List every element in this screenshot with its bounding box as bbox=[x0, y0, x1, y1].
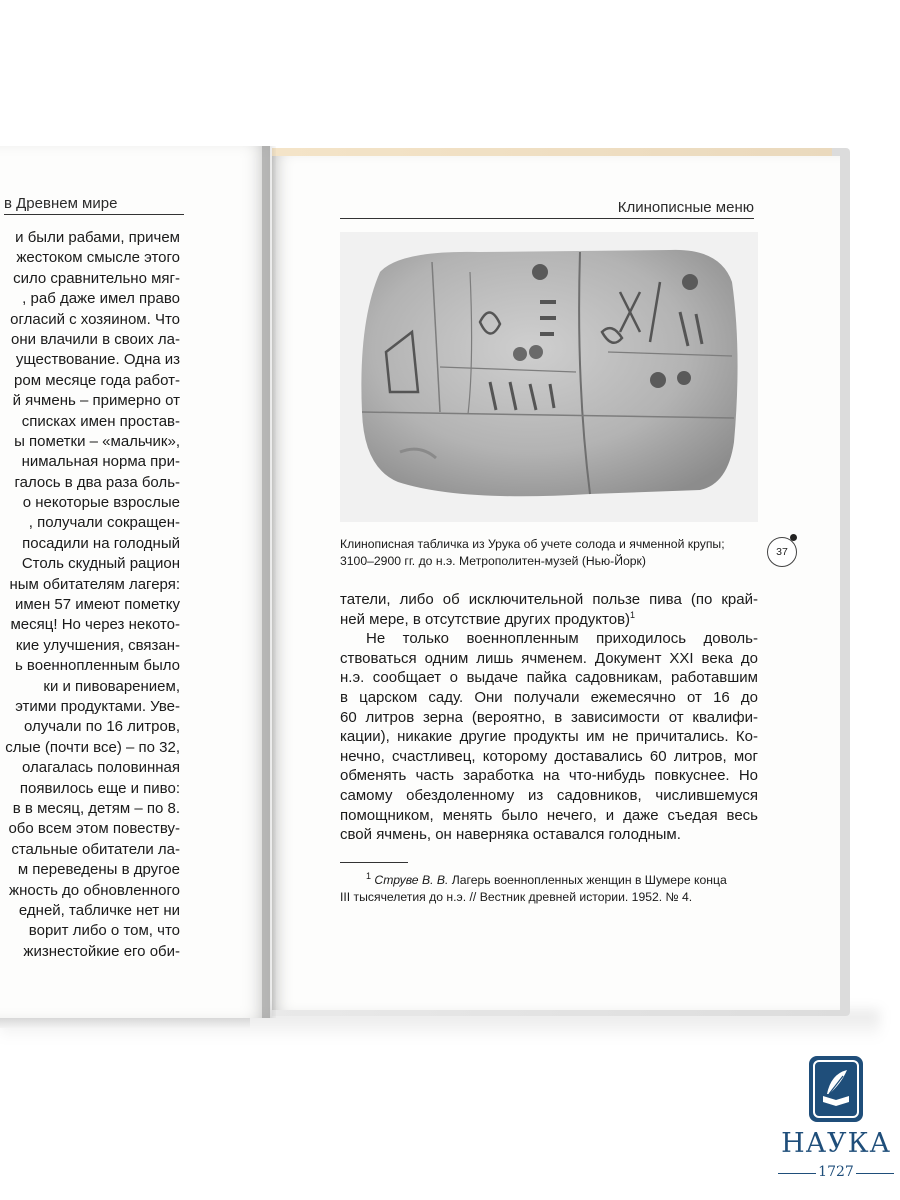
left-text-line: олучали по 16 литров, bbox=[23, 718, 180, 736]
body-text-line bbox=[340, 708, 758, 728]
body-text-line bbox=[340, 688, 758, 708]
left-text-line: жность до обновленного bbox=[9, 881, 180, 899]
body-text-line bbox=[340, 825, 758, 845]
publisher-year: 1727 bbox=[818, 1164, 854, 1180]
caption-line: Клинописная табличка из Урука об учете солода и ячменной крупы; bbox=[340, 537, 725, 551]
figure-caption bbox=[340, 536, 760, 570]
left-text-line: жизнестойкие его оби- bbox=[23, 942, 180, 960]
publisher-name: НАУКА bbox=[781, 1128, 891, 1159]
body-text-span: нечно, счастливец, которому доставались 60 литров, мог bbox=[340, 747, 758, 765]
left-text-line: й ячмень – примерно от bbox=[12, 392, 180, 410]
left-text-line: ным обитателям лагеря: bbox=[9, 575, 180, 593]
footnote-rule bbox=[340, 862, 408, 863]
left-text-line: ром месяце года работ- bbox=[14, 371, 180, 389]
page-number: 37 bbox=[767, 537, 797, 567]
left-running-header: в Древнем мире bbox=[4, 195, 184, 215]
body-text-span: в царском саду. Они получали ежемесячно от 16 до bbox=[340, 688, 758, 706]
left-text-line: олагалась половинная bbox=[22, 759, 180, 777]
logo-rule-right bbox=[856, 1173, 894, 1174]
body-text-line bbox=[340, 806, 758, 826]
left-text-line: появилось еще и пиво: bbox=[19, 779, 180, 797]
caption-line: 3100–2900 гг. до н.э. Метрополитен-музей (Нью-Йорк) bbox=[340, 554, 646, 568]
left-page-text bbox=[0, 228, 180, 962]
body-text-span: кации), никакие другие продукты им не причитались. Ко- bbox=[340, 728, 758, 746]
body-text-line bbox=[340, 766, 758, 786]
left-text-line: о некоторые взрослые bbox=[22, 494, 180, 512]
logo-frame bbox=[813, 1060, 859, 1118]
footnote bbox=[340, 872, 758, 906]
left-text-line: ы пометки – «мальчик», bbox=[14, 432, 180, 450]
footnote-title: Лагерь военнопленных женщин в Шумере конца bbox=[448, 873, 727, 887]
body-text-span: самому обездоленному из садовников, числившемуся bbox=[340, 786, 758, 804]
left-text-line: огласий с хозяином. Что bbox=[10, 310, 180, 328]
body-text-line bbox=[340, 610, 758, 630]
body-text-span: татели, либо об исключительной пользе пива (по край- bbox=[340, 591, 758, 608]
body-text-span: Не только военнопленным приходилось доволь- bbox=[366, 630, 758, 648]
feather-book-icon bbox=[815, 1062, 857, 1116]
footnote-reference: 1 bbox=[630, 609, 636, 620]
body-text-span: обменять часть заработка на что-нибудь повкуснее. Но bbox=[340, 767, 758, 785]
left-text-line: стальные обитатели ла- bbox=[11, 840, 180, 858]
body-text-line bbox=[340, 668, 758, 688]
body-text-line bbox=[340, 629, 758, 649]
left-text-line: списках имен простав- bbox=[21, 412, 180, 430]
right-running-header: Клинописные меню bbox=[340, 199, 754, 219]
cuneiform-tablet-photo bbox=[340, 232, 758, 522]
left-text-line: ки и пивоварением, bbox=[43, 677, 180, 695]
body-text-line bbox=[340, 649, 758, 669]
body-text-span: ней мере, в отсутствие других продуктов) bbox=[340, 610, 631, 628]
body-text-span: н.э. сообщает о выдаче пайка садовникам, работавшим bbox=[340, 669, 758, 687]
body-text-span: 60 литров зерна (вероятно, в зависимости от квалифи- bbox=[340, 708, 758, 726]
book-spine-gutter bbox=[262, 146, 276, 1018]
left-text-line: Столь скудный рацион bbox=[21, 555, 180, 573]
left-text-line: имен 57 имеют пометку bbox=[14, 596, 180, 614]
left-text-line: уществование. Одна из bbox=[15, 351, 180, 369]
left-text-line: обо всем этом повеству- bbox=[8, 820, 180, 838]
footnote-author: Струве В. В. bbox=[374, 873, 449, 887]
left-text-line: нимальная норма при- bbox=[21, 453, 180, 471]
left-text-line: они влачили в своих ла- bbox=[11, 330, 180, 348]
left-text-line: в в месяц, детям – по 8. bbox=[12, 799, 180, 817]
left-text-line: , получали сокращен- bbox=[28, 514, 180, 532]
left-text-line: жестоком смысле этого bbox=[16, 249, 180, 267]
footnote-line: III тысячелетия до н.э. // Вестник древней истории. 1952. № 4. bbox=[340, 890, 693, 904]
body-text bbox=[340, 590, 758, 845]
left-page bbox=[0, 146, 270, 1018]
left-text-line: м переведены в другое bbox=[17, 861, 180, 879]
body-text-span: ствоваться одним лишь ячменем. Документ XXI века до bbox=[340, 649, 758, 667]
footnote-line bbox=[340, 872, 758, 889]
body-text-span: помощником, менять было нечего, и даже съедая весь bbox=[340, 806, 758, 824]
right-page bbox=[272, 156, 840, 1010]
footnote-marker: 1 bbox=[366, 870, 372, 881]
left-text-line: посадили на голодный bbox=[22, 534, 180, 552]
left-text-line: сило сравнительно мяг- bbox=[13, 269, 180, 287]
left-text-line: месяц! Но через некото- bbox=[10, 616, 180, 634]
tablet-illustration bbox=[340, 232, 758, 522]
body-text-line bbox=[340, 747, 758, 767]
left-text-line: ворит либо о том, что bbox=[28, 922, 180, 940]
left-text-line: , раб даже имел право bbox=[22, 290, 180, 308]
body-text-line bbox=[340, 590, 758, 610]
left-text-line: и были рабами, причем bbox=[15, 229, 180, 246]
left-text-line: галось в два раза боль- bbox=[14, 473, 180, 491]
left-text-line: кие улучшения, связан- bbox=[15, 636, 180, 654]
left-text-line: ь военнопленным было bbox=[14, 657, 180, 675]
left-text-line: слые (почти все) – по 32, bbox=[5, 738, 180, 756]
body-text-line bbox=[340, 727, 758, 747]
left-text-line: этими продуктами. Уве- bbox=[15, 697, 180, 715]
left-text-line: едней, табличке нет ни bbox=[18, 901, 180, 919]
publisher-logo-mark bbox=[809, 1056, 863, 1122]
body-text-span: свой ячмень, он наверняка оставался голодным. bbox=[340, 826, 681, 844]
body-text-line bbox=[340, 786, 758, 806]
left-page-edge bbox=[0, 1018, 250, 1028]
page-number-dot bbox=[790, 534, 797, 541]
